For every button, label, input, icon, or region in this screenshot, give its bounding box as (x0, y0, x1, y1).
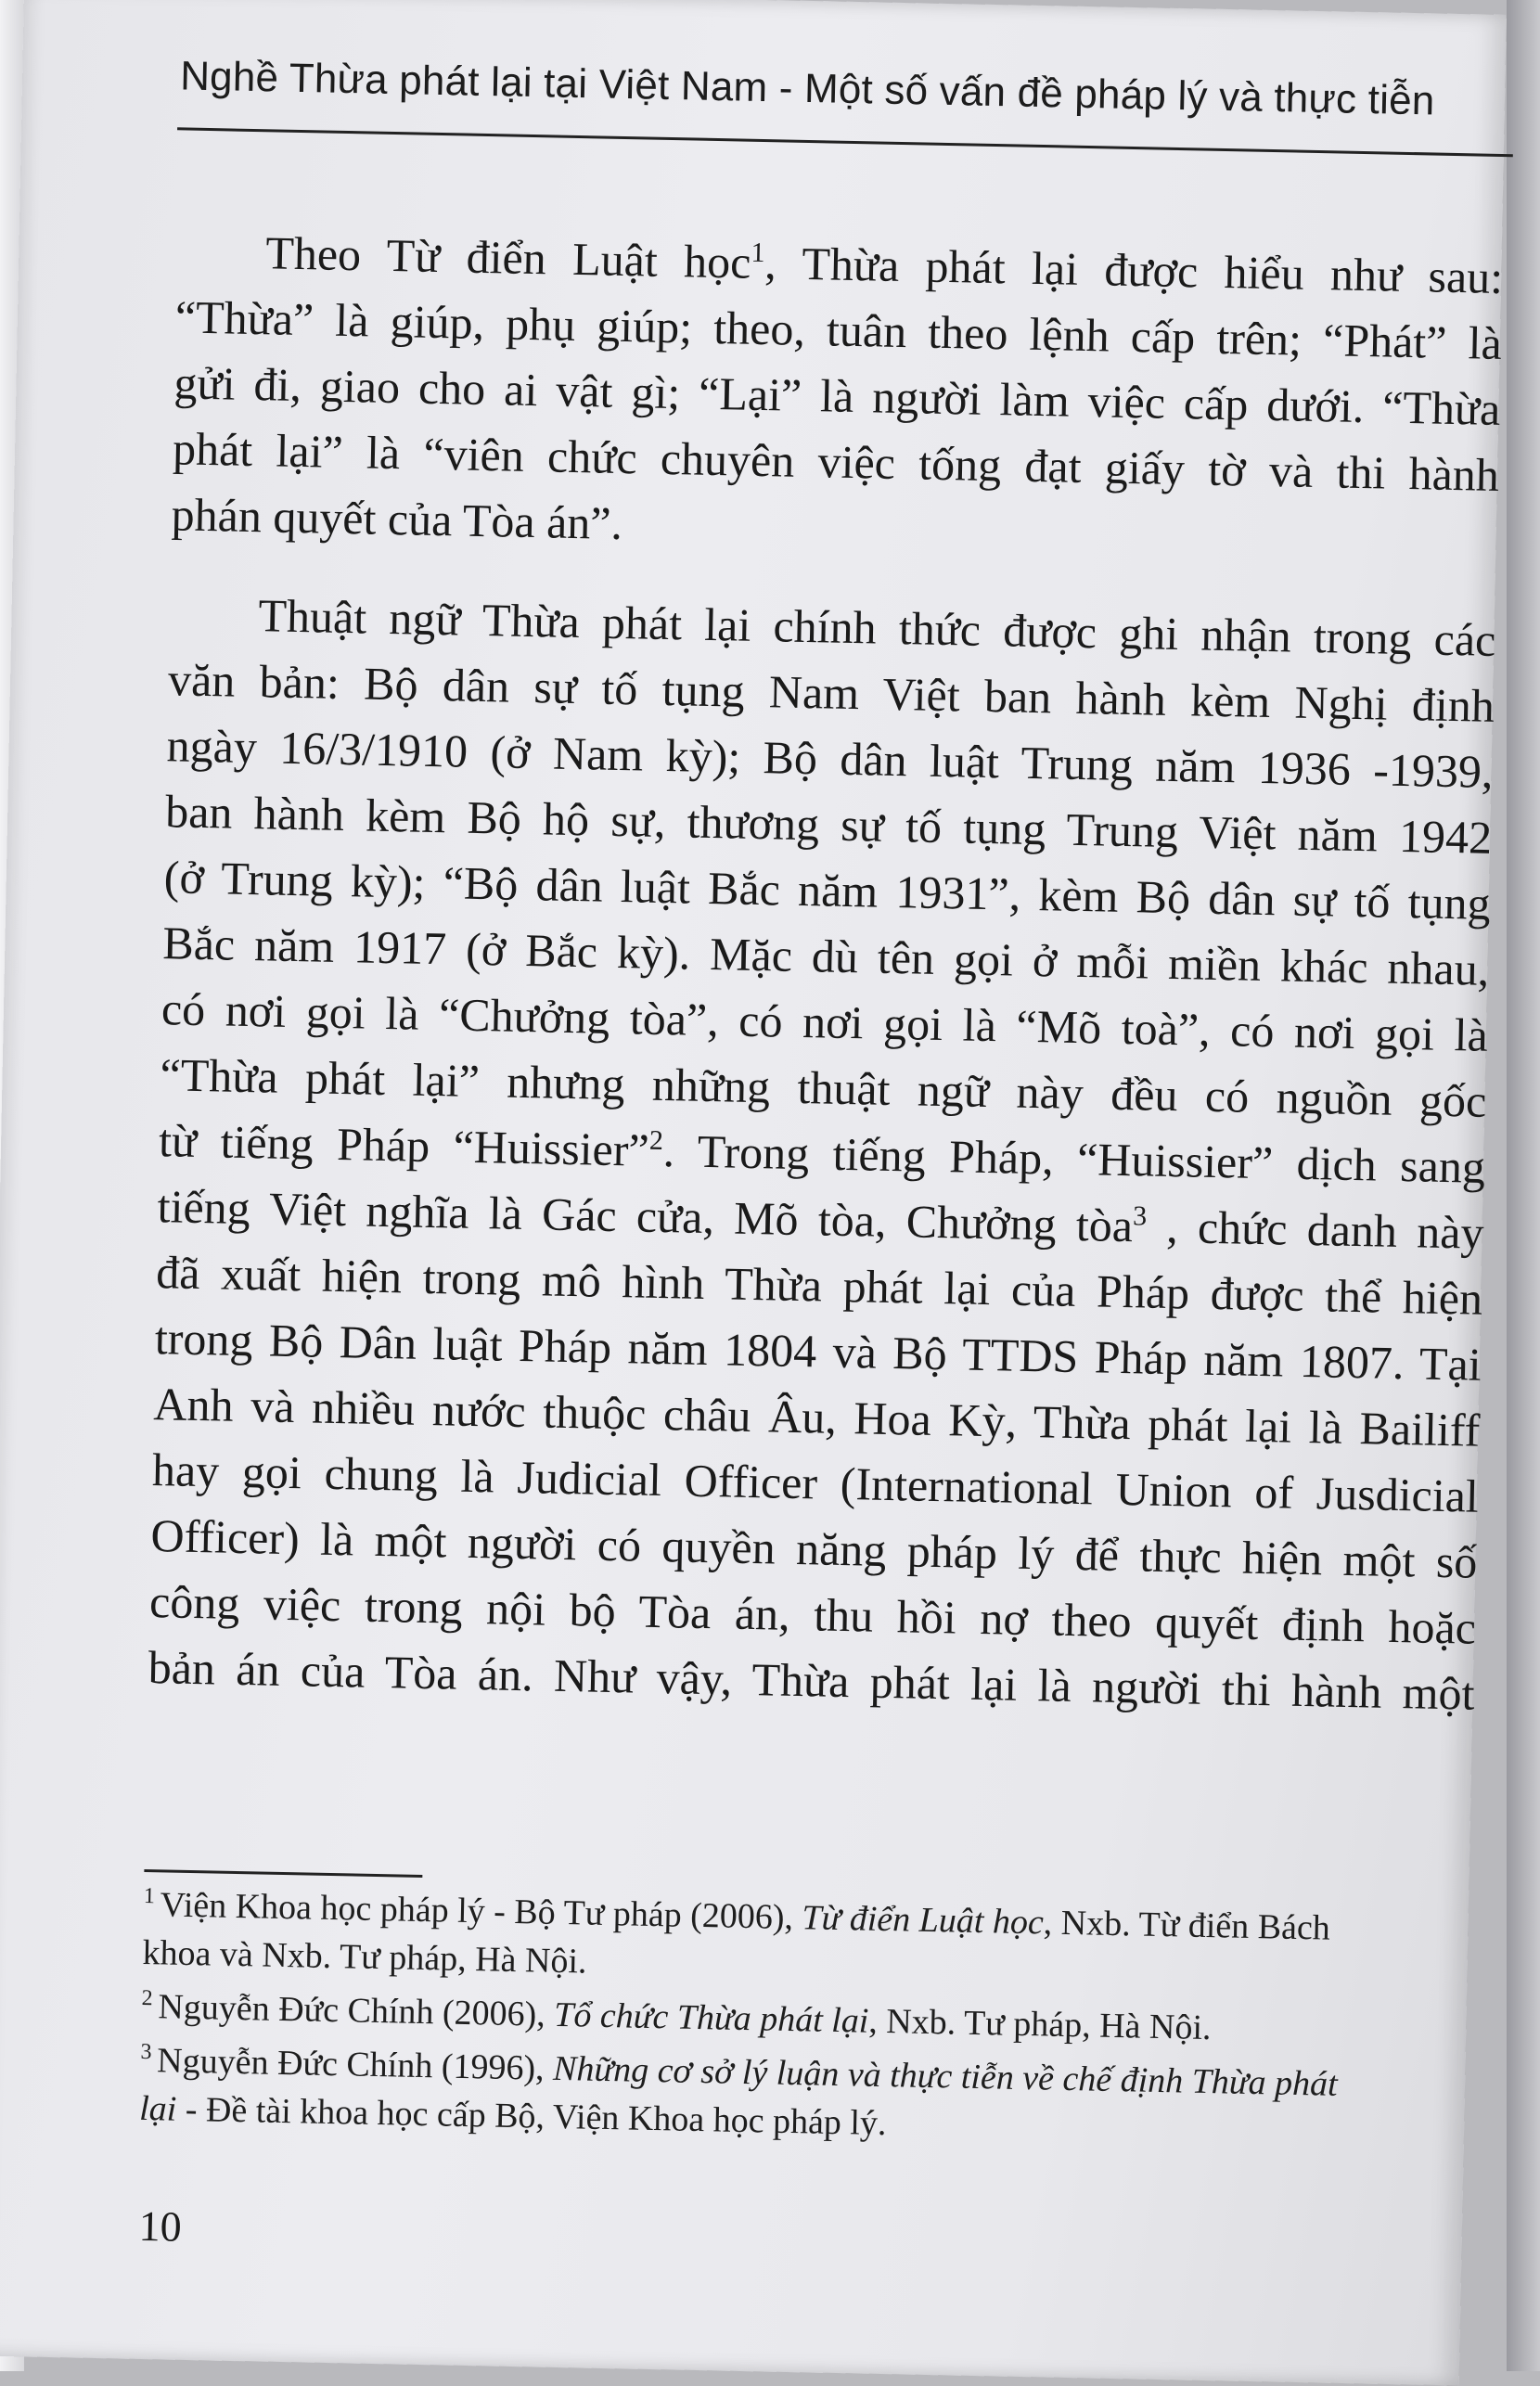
text-line: trong Bộ Dân luật Pháp năm 1804 và Bộ TTDS Pháp năm 1807. Tại (154, 1312, 1482, 1391)
text-line: ban hành kèm Bộ hộ sự, thương sự tố tụng Trung Việt năm 1942 (164, 785, 1493, 864)
footnote-3: $^3$ Nguyễn Đức Chính (1996), Những cơ sở lý luận và thực tiễn về chế định Thừa phát lại - Đề tài khoa học cấp Bộ, Viện Khoa học pháp lý. (138, 2039, 1339, 2144)
text-line: công việc trong nội bộ Tòa án, thu hồi nợ theo quyết định hoặc (148, 1575, 1477, 1654)
paragraph-2 (148, 581, 1496, 1726)
text-line: Theo Từ điển Luật học$^1$, Thừa phát lại được hiểu như sau: (264, 226, 1504, 304)
text-line: Officer) là một người có quyền năng pháp lý để thực hiện một số (150, 1509, 1478, 1588)
text-line: đã xuất hiện trong mô hình Thừa phát lại của Pháp được thể hiện (155, 1246, 1483, 1325)
footnote-separator (144, 1869, 422, 1878)
text-line: (ở Trung kỳ); “Bộ dân luật Bắc năm 1931”, kèm Bộ dân sự tố tụng (163, 851, 1492, 930)
footnote-2: $^2$ Nguyễn Đức Chính (2006), Tổ chức Thừa phát lại, Nxb. Tư pháp, Hà Nội. (141, 1985, 1212, 2048)
text-line: phán quyết của Tòa án”. (171, 488, 623, 550)
footnotes (139, 1880, 1470, 2165)
running-head-rule (177, 127, 1513, 157)
footnote-number: 1 (143, 1883, 156, 1909)
footnote-ref[interactable]: 2 (648, 1124, 664, 1157)
text-line: hay gọi chung là Judicial Officer (International Union of Jusdicial (151, 1443, 1480, 1522)
page-right-edge (1507, 0, 1540, 2371)
text-line: “Thừa phát lại” nhưng những thuật ngữ này đều có nguồn gốc (160, 1048, 1487, 1127)
text-line: ngày 16/3/1910 (ở Nam kỳ); Bộ dân luật Trung năm 1936 -1939, (166, 719, 1495, 798)
running-head: Nghề Thừa phát lại tại Việt Nam - Một số vấn đề pháp lý và thực tiễn (179, 53, 1435, 124)
footnote-ref[interactable]: 1 (751, 237, 765, 269)
text-line: Bắc năm 1917 (ở Bắc kỳ). Mặc dù tên gọi ở mỗi miền khác nhau, (161, 917, 1490, 995)
page-number: 10 (138, 2201, 183, 2251)
text-line: từ tiếng Pháp “Huissier”$^2$. Trong tiếng Pháp, “Huissier” dịch sang (158, 1114, 1486, 1193)
body-text (147, 218, 1504, 1760)
text-line: “Thừa” là giúp, phụ giúp; theo, tuân theo lệnh cấp trên; “Phát” là (174, 290, 1503, 369)
text-line: bản án của Tòa án. Như vậy, Thừa phát lại là người thi hành một (148, 1641, 1476, 1720)
footnote-1: $^1$ Viện Khoa học pháp lý - Bộ Tư pháp (2006), Từ điển Luật học, Nxb. Từ điển Bách khoa và Nxb. Tư pháp, Hà Nội. (142, 1883, 1331, 1982)
text-line: phát lại” là “viên chức chuyên việc tống đạt giấy tờ và thi hành (172, 422, 1500, 501)
paragraph-1 (171, 218, 1504, 574)
footnote-number: 2 (141, 1985, 153, 2011)
text-line: văn bản: Bộ dân sự tố tụng Nam Việt ban hành kèm Nghị định (167, 653, 1495, 732)
footnote-number: 3 (140, 2039, 152, 2065)
text-line: gửi đi, giao cho ai vật gì; “Lại” là người làm việc cấp dưới. “Thừa (173, 356, 1501, 435)
text-line: Anh và nhiều nước thuộc châu Âu, Hoa Kỳ, Thừa phát lại là Bailiff (152, 1378, 1481, 1456)
footnote-ref[interactable]: 3 (1132, 1200, 1148, 1232)
text-line: có nơi gọi là “Chưởng tòa”, có nơi gọi là “Mõ toà”, có nơi gọi là (160, 982, 1489, 1061)
text-line: Thuật ngữ Thừa phát lại chính thức được ghi nhận trong các (258, 589, 1496, 666)
text-line: tiếng Việt nghĩa là Gác cửa, Mõ tòa, Chưởng tòa$^3$ , chức danh này (157, 1180, 1485, 1259)
